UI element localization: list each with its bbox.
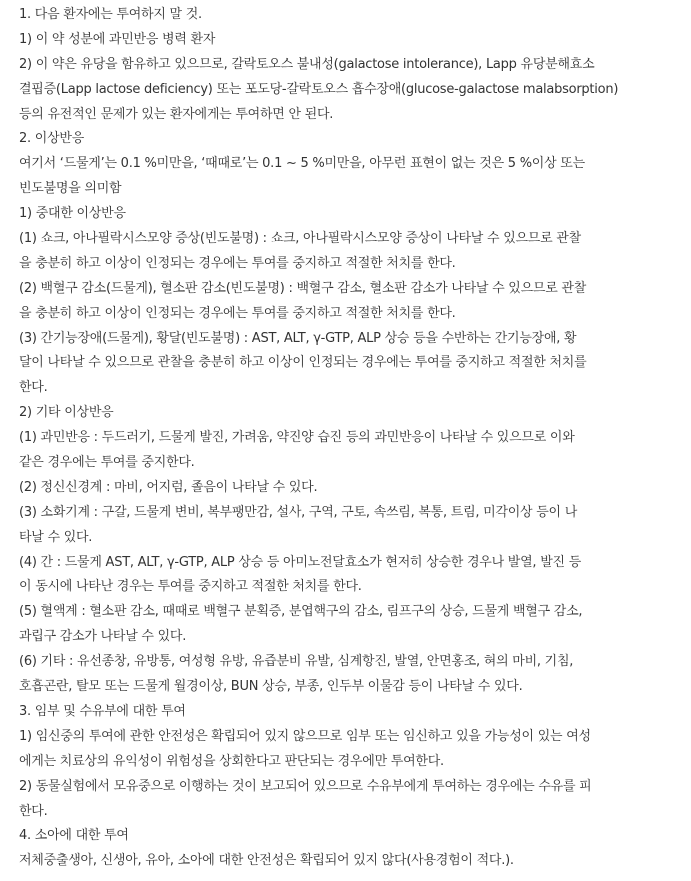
text-line: 한다. [19,803,48,819]
text-line: 3. 임부 및 수유부에 대한 투여 [19,703,186,719]
text-line: 2) 동물실험에서 모유중으로 이행하는 것이 보고되어 있으므로 수유부에게 투여하는 경우에는 수유를 피 [19,778,592,794]
text-line: 저체중출생아, 신생아, 유아, 소아에 대한 안전성은 확립되어 있지 않다(사용경험이 적다.). [19,853,514,869]
text-line: 을 충분히 하고 이상이 인정되는 경우에는 투여를 중지하고 적절한 처치를 한다. [19,255,456,271]
text-line: 1) 임신중의 투여에 관한 안전성은 확립되어 있지 않으므로 임부 또는 임신하고 있을 가능성이 있는 여성 [19,728,591,744]
text-line: 과립구 감소가 나타날 수 있다. [19,629,187,645]
text-line: (4) 간 : 드물게 AST, ALT, γ-GTP, ALP 상승 등 아미노전달효소가 현저히 상승한 경우나 발열, 발진 등 [19,554,581,570]
text-line: 여기서 ‘드물게’는 0.1 %미만을, ‘때때로’는 0.1 ~ 5 %미만을, 아무런 표현이 없는 것은 5 %이상 또는 [19,156,585,172]
text-line: 등의 유전적인 문제가 있는 환자에게는 투여하면 안 된다. [19,106,334,122]
text-line: 2) 이 약은 유당을 함유하고 있으므로, 갈락토오스 불내성(galactose intolerance), Lapp 유당분해효소 [19,56,595,72]
text-line: 2. 이상반응 [19,131,85,147]
document-body [19,3,685,874]
text-line: 2) 기타 이상반응 [19,405,114,421]
text-line: 한다. [19,380,48,396]
text-line: (2) 정신신경계 : 마비, 어지럼, 졸음이 나타날 수 있다. [19,479,318,495]
text-line: 1) 중대한 이상반응 [19,206,126,222]
text-line: (1) 과민반응 : 두드러기, 드물게 발진, 가려움, 약진양 습진 등의 과민반응이 나타날 수 있으므로 이와 [19,430,575,446]
text-line: 달이 나타날 수 있으므로 관찰을 충분히 하고 이상이 인정되는 경우에는 투여를 중지하고 적절한 처치를 [19,355,587,371]
text-line: 빈도불명을 의미함 [19,181,122,197]
text-line: 4. 소아에 대한 투여 [19,828,129,844]
text-line: 을 충분히 하고 이상이 인정되는 경우에는 투여를 중지하고 적절한 처치를 한다. [19,305,456,321]
text-line: 같은 경우에는 투여를 중지한다. [19,455,195,471]
text-line: 에게는 치료상의 유익성이 위험성을 상회한다고 판단되는 경우에만 투여한다. [19,753,444,769]
text-line: (2) 백혈구 감소(드물게), 혈소판 감소(빈도불명) : 백혈구 감소, 혈소판 감소가 나타날 수 있으므로 관찰 [19,280,587,296]
text-line: (6) 기타 : 유선종창, 유방통, 여성형 유방, 유즙분비 유발, 심계항진, 발열, 안면홍조, 혀의 마비, 기침, [19,654,574,670]
text-line: 1. 다음 환자에는 투여하지 말 것. [19,7,202,22]
text-line: 이 동시에 나타난 경우는 투여를 중지하고 적절한 처치를 한다. [19,579,362,595]
text-line: 호흡곤란, 탈모 또는 드물게 월경이상, BUN 상승, 부종, 인두부 이물감 등이 나타날 수 있다. [19,679,523,695]
text-line: (1) 쇼크, 아나필락시스모양 증상(빈도불명) : 쇼크, 아나필락시스모양 증상이 나타날 수 있으므로 관찰 [19,231,581,247]
text-line: (3) 간기능장애(드물게), 황달(빈도불명) : AST, ALT, γ-GTP, ALP 상승 등을 수반하는 간기능장애, 황 [19,330,577,346]
text-line: (5) 혈액계 : 혈소판 감소, 때때로 백혈구 분획증, 분엽핵구의 감소, 림프구의 상승, 드물게 백혈구 감소, [19,604,583,620]
text-line: 결핍증(Lapp lactose deficiency) 또는 포도당-갈락토오스 흡수장애(glucose-galactose malabsorption) [19,81,619,97]
text-line: 타날 수 있다. [19,529,93,545]
text-line: 1) 이 약 성분에 과민반응 병력 환자 [19,31,216,47]
text-line: (3) 소화기계 : 구갈, 드물게 변비, 복부팽만감, 설사, 구역, 구토, 속쓰림, 복통, 트림, 미각이상 등이 나 [19,504,578,520]
